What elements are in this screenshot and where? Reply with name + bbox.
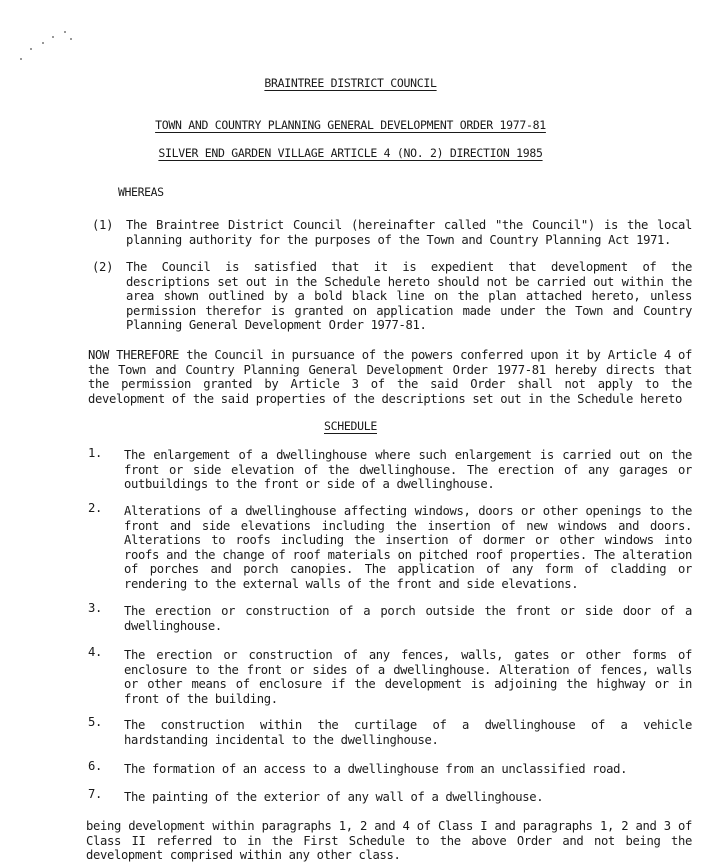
schedule-item-number: 2. <box>88 501 103 515</box>
council-heading: BRAINTREE DISTRICT COUNCIL <box>264 76 437 90</box>
recital-text: The Braintree District Council (hereinafter called "the Council") is the local planning authority for the purposes of the Town and Country Planning Act 1971. <box>126 218 692 247</box>
schedule-item-number: 6. <box>88 759 103 773</box>
direction-heading: SILVER END GARDEN VILLAGE ARTICLE 4 (NO. 2) DIRECTION 1985 <box>158 146 543 160</box>
recital-number: (2) <box>92 260 114 274</box>
operative-clause: NOW THEREFORE the Council in pursuance of the powers conferred upon it by Article 4 of the Town and Country Planning General Development Order 1977-81 hereby directs that the permission granted by Article 3 of the said Order shall not apply to the development of the said properties of the descriptions set out in the Schedule hereto <box>88 348 692 406</box>
scan-specks <box>12 28 82 68</box>
schedule-item-number: 1. <box>88 446 103 460</box>
schedule-item-text: The erection or construction of any fences, walls, gates or other forms of enclosure to the front or sides of a dwellinghouse. Alteration of fences, walls or other means of enclosure if the development is adjoining the highway or in front of the building. <box>124 648 692 706</box>
schedule-item-text: The painting of the exterior of any wall of a dwellinghouse. <box>124 790 544 804</box>
schedule-item-text: The formation of an access to a dwellinghouse from an unclassified road. <box>124 762 628 776</box>
recital-text: The Council is satisfied that it is expedient that development of the descriptions set out in the Schedule hereto should not be carried out within the area shown outlined by a bold black line on the plan attached hereto, unless permission therefor is granted on application made under the Town and Country Planning General Development Order 1977-81. <box>126 260 692 333</box>
schedule-item-text: The erection or construction of a porch outside the front or side door of a dwellinghouse. <box>124 604 692 633</box>
schedule-item-text: The construction within the curtilage of a dwellinghouse of a vehicle hardstanding incidental to the dwellinghouse. <box>124 718 692 747</box>
schedule-heading: SCHEDULE <box>324 419 377 433</box>
schedule-item-text: Alterations of a dwellinghouse affecting windows, doors or other openings to the front and side elevations including the insertion of new windows and doors. Alterations to roofs including the insertion of dormer or other windows into roofs and the change of roof materials on pitched roof properties. The alteration of porches and porch canopies. The application of any form of cladding or rendering to the external walls of the front and side elevations. <box>124 504 692 591</box>
closing-clause: being development within paragraphs 1, 2 and 4 of Class I and paragraphs 1, 2 and 3 of Class II referred to in the First Schedule to the above Order and not being the development comprised within any other class. <box>86 819 692 863</box>
recital-number: (1) <box>92 218 114 232</box>
schedule-item-number: 7. <box>88 787 103 801</box>
whereas-heading: WHEREAS <box>118 185 164 199</box>
schedule-item-text: The enlargement of a dwellinghouse where such enlargement is carried out on the front or side elevation of the dwellinghouse. The erection of any garages or outbuildings to the front or side of a dwellinghouse. <box>124 448 692 492</box>
schedule-item-number: 5. <box>88 715 103 729</box>
schedule-item-number: 4. <box>88 645 103 659</box>
schedule-item-number: 3. <box>88 601 103 615</box>
order-heading: TOWN AND COUNTRY PLANNING GENERAL DEVELOPMENT ORDER 1977-81 <box>155 118 546 132</box>
